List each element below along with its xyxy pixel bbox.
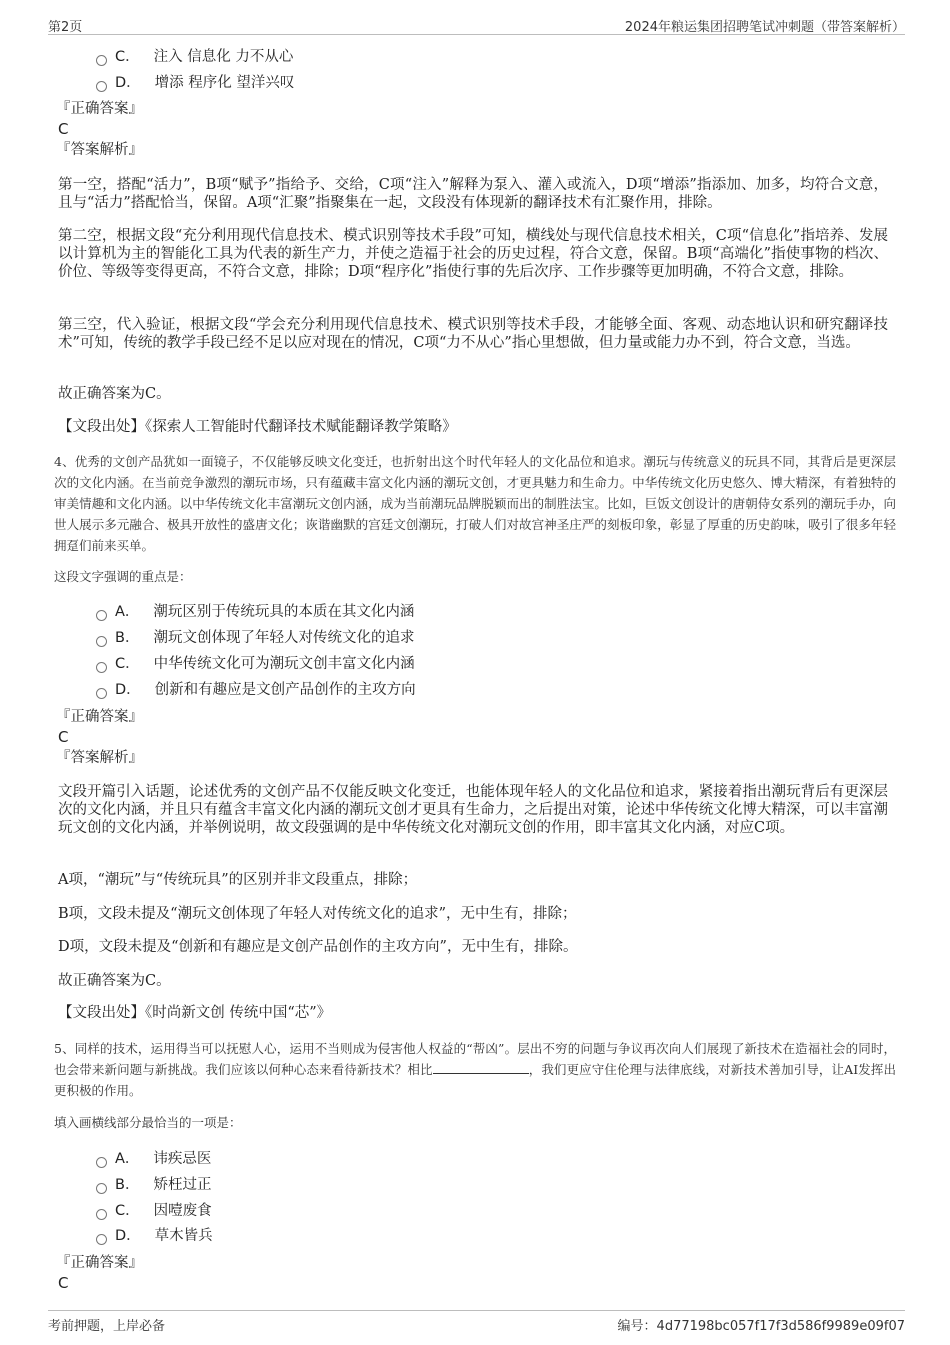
q4-analysis-label: 『答案解析』 xyxy=(56,750,143,766)
q4-analysis-d: D项，文段未提及“创新和有趣应是文创产品创作的主攻方向”，无中生有，排除。 xyxy=(58,939,578,955)
q5-stem: 5、同样的技术，运用得当可以抚慰人心，运用不当则成为侵害他人权益的“帮凶”。层出不穷的问题与争议再次向人们展现了新技术在造福社会的同时，也会带来新问题与新挑战。我们应该以何种心态来看待新技术？相比 ，我们更应守住伦理与法律底线，对新技术善加引导，让AI发挥出更积极的作用。 xyxy=(54,1041,896,1098)
document-code: 编号：4d77198bc057f17f3d586f9989e09f07 xyxy=(617,1319,905,1334)
q4-analysis-1: 文段开篇引入话题，论述优秀的文创产品不仅能反映文化变迁，也能体现年轻人的文化品位和追求，紧接着指出潮玩背后有更深层次的文化内涵，并且只有蕴含丰富文化内涵的潮玩文创才更具有生命力，之后提出对策，论述中华传统文化博大精深，可以丰富潮玩文创的文化内涵，并举例说明，故文段强调的是中华传统文化对潮玩文创的作用，即丰富其文化内涵，对应C项。 xyxy=(58,784,888,836)
q5-answer: C xyxy=(58,1274,69,1292)
q4-option-b[interactable]: B． 潮玩文创体现了年轻人对传统文化的追求 xyxy=(96,627,414,649)
radio-button-icon[interactable] xyxy=(96,1209,107,1220)
q3-analysis-2: 第二空，根据文段“充分利用现代信息技术、模式识别等技术手段”可知，横线处与现代信息技术相关，C项“信息化”指培养、发展以计算机为主的智能化工具为代表的新生产力，并使之造福于社会的历史过程，符合文意，保留。B项“高端化”指使事物的档次、价位、等级等变得更高，不符合文意，排除；D项“程序化”指使行事的先后次序、工作步骤等更加明确，不符合文意，排除。 xyxy=(58,228,888,280)
q3-analysis-conclusion: 故正确答案为C。 xyxy=(58,386,171,402)
radio-button-icon[interactable] xyxy=(96,81,107,92)
q3-source: 【文段出处】《探索人工智能时代翻译技术赋能翻译教学策略》 xyxy=(58,419,457,435)
q4-analysis-a: A项，“潮玩”与“传统玩具”的区别并非文段重点，排除； xyxy=(58,872,418,888)
q3-analysis-label: 『答案解析』 xyxy=(56,142,143,158)
radio-button-icon[interactable] xyxy=(96,55,107,66)
q5-option-b[interactable]: B． 矫枉过正 xyxy=(96,1174,211,1196)
radio-button-icon[interactable] xyxy=(96,610,107,621)
fill-in-blank xyxy=(433,1061,529,1074)
q4-analysis-b: B项，文段未提及“潮玩文创体现了年轻人对传统文化的追求”，无中生有，排除； xyxy=(58,906,577,922)
page-header xyxy=(48,14,905,35)
radio-button-icon[interactable] xyxy=(96,1183,107,1194)
q3-answer-label: 『正确答案』 xyxy=(56,101,143,117)
q5-answer-label: 『正确答案』 xyxy=(56,1255,143,1271)
radio-button-icon[interactable] xyxy=(96,662,107,673)
q4-option-a[interactable]: A． 潮玩区别于传统玩具的本质在其文化内涵 xyxy=(96,601,414,623)
q5-question: 填入画横线部分最恰当的一项是： xyxy=(54,1115,242,1130)
q5-option-a[interactable]: A． 讳疾忌医 xyxy=(96,1148,211,1170)
q3-option-d[interactable]: D． 增添 程序化 望洋兴叹 xyxy=(96,72,294,94)
q3-analysis-1: 第一空，搭配“活力”，B项“赋予”指给予、交给，C项“注入”解释为泵入、灌入或流入，D项“增添”指添加、加多，均符合文意，且与“活力”搭配恰当，保留。A项“汇聚”指聚集在一起，文段没有体现新的翻译技术有汇聚作用，排除。 xyxy=(58,177,888,211)
q3-option-c[interactable]: C． 注入 信息化 力不从心 xyxy=(96,46,293,68)
q5-option-c[interactable]: C． 因噎废食 xyxy=(96,1200,212,1222)
q4-source: 【文段出处】《时尚新文创 传统中国“芯”》 xyxy=(58,1005,332,1021)
footer-slogan: 考前押题，上岸必备 xyxy=(48,1319,166,1334)
page-footer xyxy=(48,1310,905,1337)
q4-option-c[interactable]: C． 中华传统文化可为潮玩文创丰富文化内涵 xyxy=(96,653,415,675)
q4-question: 这段文字强调的重点是： xyxy=(54,569,192,584)
radio-button-icon[interactable] xyxy=(96,1157,107,1168)
q5-option-d[interactable]: D． 草木皆兵 xyxy=(96,1225,213,1247)
q3-answer: C xyxy=(58,120,69,138)
radio-button-icon[interactable] xyxy=(96,688,107,699)
q4-stem: 4、优秀的文创产品犹如一面镜子，不仅能够反映文化变迁，也折射出这个时代年轻人的文化品位和追求。潮玩与传统意义的玩具不同，其背后是更深层次的文化内涵。在当前竞争激烈的潮玩市场，只有蕴藏丰富文化内涵的潮玩文创，才更具魅力和生命力。中华传统文化历史悠久、博大精深，有着独特的审美情趣和文化内涵。以中华传统文化丰富潮玩文创内涵，成为当前潮玩品牌脱颖而出的制胜法宝。比如，巨饭文创设计的唐朝侍女系列的潮玩手办，向世人展示多元融合、极具开放性的盛唐文化；诙谐幽默的宫廷文创潮玩，打破人们对故宫神圣庄严的刻板印象，彰显了厚重的历史韵味，吸引了很多年轻拥趸们前来买单。 xyxy=(54,454,896,553)
q4-option-d[interactable]: D． 创新和有趣应是文创产品创作的主攻方向 xyxy=(96,679,416,701)
radio-button-icon[interactable] xyxy=(96,1234,107,1245)
q4-answer: C xyxy=(58,728,69,746)
radio-button-icon[interactable] xyxy=(96,636,107,647)
q3-analysis-3: 第三空，代入验证，根据文段“学会充分利用现代信息技术、模式识别等技术手段，才能够全面、客观、动态地认识和研究翻译技术”可知，传统的教学手段已经不足以应对现在的情况，C项“力不从心”指心里想做，但力量或能力办不到，符合文意，当选。 xyxy=(58,317,888,351)
document-title: 2024年粮运集团招聘笔试冲刺题（带答案解析） xyxy=(624,20,905,35)
q4-answer-label: 『正确答案』 xyxy=(56,709,143,725)
q4-analysis-conclusion: 故正确答案为C。 xyxy=(58,973,171,989)
page-number: 第2页 xyxy=(48,20,83,35)
